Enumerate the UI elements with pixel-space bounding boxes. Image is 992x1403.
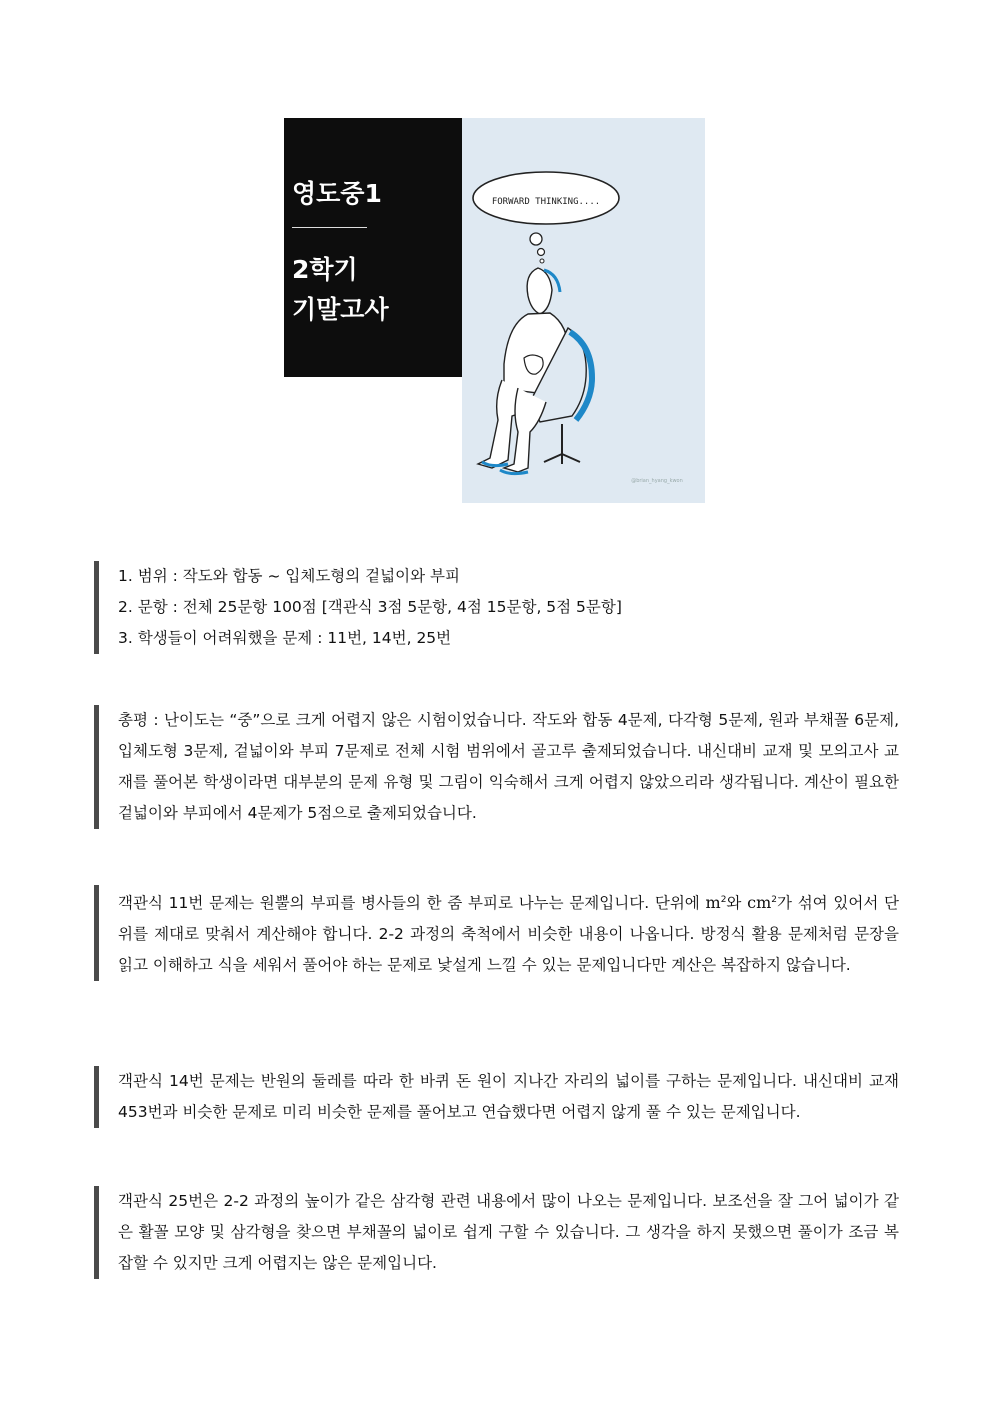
q11-text-mid: 와 [726, 894, 748, 913]
q11-text-after: 가 섞여 있어서 단위를 제대로 맞춰서 계산해야 합니다. 2-2 과정의 축척에서 비슷한 내용이 나옵니다. 방정식 활용 문제처럼 문장을 읽고 이해하고 식을 세워서 풀어야 하는 문제로 낯설게 느낄 수 있는 문제입니다만 계산은 복잡하지 않습니다. [118, 894, 899, 975]
summary-difficult: 3. 학생들이 어려워했을 문제 : 11번, 14번, 25번 [118, 629, 452, 647]
unit-cm: cm [747, 893, 772, 913]
review-text: 총평 : 난이도는 “중”으로 크게 어렵지 않은 시험이었습니다. 작도와 합동 4문제, 다각형 5문제, 원과 부채꼴 6문제, 입체도형 3문제, 겉넓이와 부피 7문제로 전체 시험 범위에서 골고루 출제되었습니다. 내신대비 교재 및 모의고사 교재를 풀어본 학생이라면 대부분의 문제 유형 및 그림이 익숙해서 크게 어렵지 않았으리라 생각됩니다. 계산이 필요한 겉넓이와 부피에서 4문제가 5점으로 출제되었습니다. [118, 711, 899, 822]
exam-summary-block [94, 561, 899, 654]
unit-m-exponent: 2 [720, 895, 727, 905]
cover-illustration-panel [462, 118, 705, 503]
cover-title-exam: 기말고사 [292, 295, 389, 324]
cover-title-term: 2학기 [292, 255, 358, 284]
q25-text: 객관식 25번은 2-2 과정의 높이가 같은 삼각형 관련 내용에서 많이 나오는 문제입니다. 보조선을 잘 그어 넓이가 같은 활꼴 모양 및 삼각형을 찾으면 부채꼴의 넓이로 쉽게 구할 수 있습니다. 그 생각을 하지 못했으면 풀이가 조금 복잡할 수 있지만 크게 어렵지는 않은 문제입니다. [118, 1192, 899, 1272]
review-block [94, 705, 899, 829]
summary-questions: 2. 문항 : 전체 25문항 100점 [객관식 3점 5문항, 4점 15문항, 5점 5문항] [118, 598, 622, 616]
cover-title-divider [292, 227, 367, 228]
q14-text: 객관식 14번 문제는 반원의 둘레를 따라 한 바퀴 돈 원이 지나간 자리의 넓이를 구하는 문제입니다. 내신대비 교재 453번과 비슷한 문제로 미리 비슷한 문제를 풀어보고 연습했다면 어렵지 않게 풀 수 있는 문제입니다. [118, 1072, 899, 1121]
cover-title-school: 영도중1 [292, 179, 382, 208]
illustration-credit: @brian_hyang_kwon [631, 478, 683, 484]
q14-block [94, 1066, 899, 1128]
cover-image [284, 118, 705, 503]
q11-text-before: 객관식 11번 문제는 원뿔의 부피를 병사들의 한 줌 부피로 나누는 문제입니다. 단위에 [118, 894, 706, 913]
q25-block [94, 1186, 899, 1279]
thought-bubble-text: FORWARD THINKING.... [491, 197, 601, 207]
summary-range: 1. 범위 : 작도와 합동 ~ 입체도형의 겉넓이와 부피 [118, 567, 460, 585]
q11-text [118, 885, 899, 981]
thinking-person-illustration [462, 118, 705, 503]
q11-block [94, 885, 899, 981]
unit-cm-exponent: 2 [771, 895, 777, 905]
cover-title-panel [284, 118, 462, 377]
unit-m: m [705, 893, 721, 913]
